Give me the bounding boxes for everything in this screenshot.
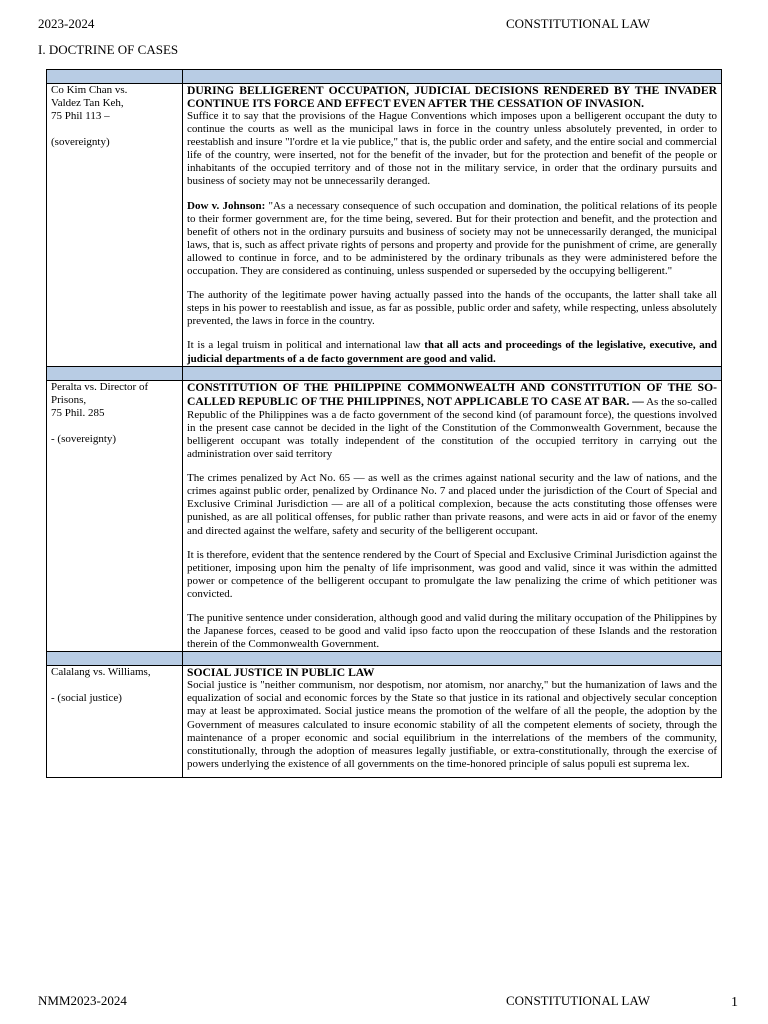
citation-text: "As a necessary consequence of such occupation and domination, the political relations of its people to their former government are, for the time being, severed. But for their protection and benefit, and the protection and benefit of others not in the ordinary pursuits and business of society may not be unnecessarily deranged, the municipal laws, that is, such as affect private rights of persons and property and provide for the punishment of crime, are generally allowed to continue in force, and to be administered by the ordinary tribunals as they were administered before the occupation. They are considered as continuing, unless suspended or superseded by the occupying belligerent." [187, 199, 718, 278]
doctrine-heading: SOCIAL JUSTICE IN PUBLIC LAW [187, 666, 375, 680]
case-tag: - (sovereignty) [51, 432, 117, 445]
case-tag: (sovereignty) [51, 136, 110, 148]
doctrine-text: As the so-called Republic of the Philippines was a de facto government of the second kind (of paramount force), the questions involved in the present case cannot be decided in the light of the Constitution of the Commonwealth Government, because the belligerent occupant was totally independent of the constitution of the occupied territory in carrying out the administration over said territory [187, 395, 717, 461]
doctrine-paragraph: The punitive sentence under consideration, although good and valid during the military occupation of the Philippines by the Japanese forces, ceased to be good and valid ipso facto upon the reoccupation of these Islands and the restoration therein of the Commonwealth Government. [187, 612, 717, 651]
case-tag: - (social justice) [51, 692, 122, 705]
case-name-line: 75 Phil. 285 [51, 406, 105, 419]
header-subject: CONSTITUTIONAL LAW [506, 16, 650, 31]
citation-label: Dow v. Johnson: [187, 199, 266, 212]
doctrine-text: It is a legal truism in political and international law [187, 339, 425, 352]
page-number: 1 [731, 995, 738, 1010]
case-doctrine-cell [183, 666, 722, 778]
table-row [47, 666, 722, 778]
doctrine-paragraph: Suffice it to say that the provisions of the Hague Conventions which imposes upon a belligerent occupant the duty to continue the courts as well as the municipal laws in force in the country unless absolutely prevented, in order to reestablish and insure "l'ordre et la vie publice," that is, the public order and safety, and the entire social and commercial life of the country, were inserted, not for the benefit of the invader, but for the protection and benefit of the people or inhabitants of the occupied territory and of those not in the military service, in order that the ordinary pursuits and business of society may not be unnecessarily deranged. [187, 110, 717, 188]
table-row [47, 84, 722, 367]
section-title: I. DOCTRINE OF CASES [38, 42, 179, 57]
doctrine-emphasis: that all acts and proceedings of the legislative, executive, and judicial departments of a de facto government are good and valid. [187, 339, 718, 365]
doctrine-paragraph: The authority of the legitimate power having actually passed into the hands of the occupants, the latter shall take all steps in his power to reestablish and issue, as far as possible, public order and safety, while respecting, unless absolutely prevented, the laws in force in the country. [187, 289, 717, 328]
case-name-line: Peralta vs. Director of Prisons, [51, 380, 149, 406]
case-name-line: Calalang vs. Williams, [51, 666, 151, 679]
doctrine-paragraph [187, 381, 717, 462]
table-row [47, 380, 722, 652]
table-band-row [47, 652, 722, 666]
header-year: 2023-2024 [38, 16, 95, 31]
doctrine-paragraph: The crimes penalized by Act No. 65 — as well as the crimes against national security and the law of nations, and the crimes against public order, penalized by Ordinance No. 7 and placed under the jurisdiction of the Court of Special and Exclusive Criminal Jurisdiction — are all of a political complexion, because the acts constituting those offenses were punished, as are all political offenses, for public rather than private reasons, and were acts in aid or favor of the enemy and directed against the welfare, safety and security of the belligerent occupant. [187, 472, 717, 537]
footer-code: NMM2023-2024 [38, 993, 127, 1008]
doctrine-paragraph: It is therefore, evident that the sentence rendered by the Court of Special and Exclusive Criminal Jurisdiction against the petitioner, imposing upon him the penalty of life imprisonment, was good and valid, since it was within the admitted power or competence of the belligerent occupant to promulgate the law penalizing the crime of which petitioner was convicted. [187, 548, 717, 600]
table-band-row [47, 70, 722, 84]
doctrine-heading: DURING BELLIGERENT OCCUPATION, JUDICIAL DECISIONS RENDERED BY THE INVADER CONTINUE ITS FORCE AND EFFECT EVEN AFTER THE CESSATION OF INVASION. [187, 84, 717, 110]
doctrine-paragraph [187, 200, 717, 279]
doctrine-heading: CONSTITUTION OF THE PHILIPPINE COMMONWEALTH AND CONSTITUTION OF THE SO-CALLED REPUBLIC OF THE PHILIPPINES, NOT APPLICABLE TO CASE AT BAR. — [187, 380, 717, 408]
case-name-cell [47, 380, 183, 652]
case-name-line: Valdez Tan Keh, [51, 97, 124, 109]
case-name-cell [47, 666, 183, 778]
table-band-row [47, 366, 722, 380]
case-name-line: 75 Phil 113 – [51, 110, 110, 122]
doctrine-table [46, 69, 722, 778]
case-name-cell [47, 84, 183, 367]
doctrine-paragraph: Social justice is "neither communism, nor despotism, nor atomism, nor anarchy," but the humanization of laws and the equalization of social and economic forces by the State so that justice in its rational and objectively secular conception may at least be approximated. Social justice means the promotion of the welfare of all the people, the adoption by the Government of measures calculated to insure economic stability of all the competent elements of society, through the maintenance of a proper economic and social equilibrium in the interrelations of the members of the community, constitutionally, through the adoption of measures legally justifiable, or extra-constitutionally, through the exercise of powers underlying the existence of all governments on the time-honored principle of salus populi est suprema lex. [187, 679, 717, 770]
doctrine-paragraph [187, 339, 717, 365]
case-doctrine-cell [183, 380, 722, 652]
case-doctrine-cell [183, 84, 722, 367]
case-name-line: Co Kim Chan vs. [51, 84, 128, 96]
footer-subject: CONSTITUTIONAL LAW [506, 993, 650, 1008]
